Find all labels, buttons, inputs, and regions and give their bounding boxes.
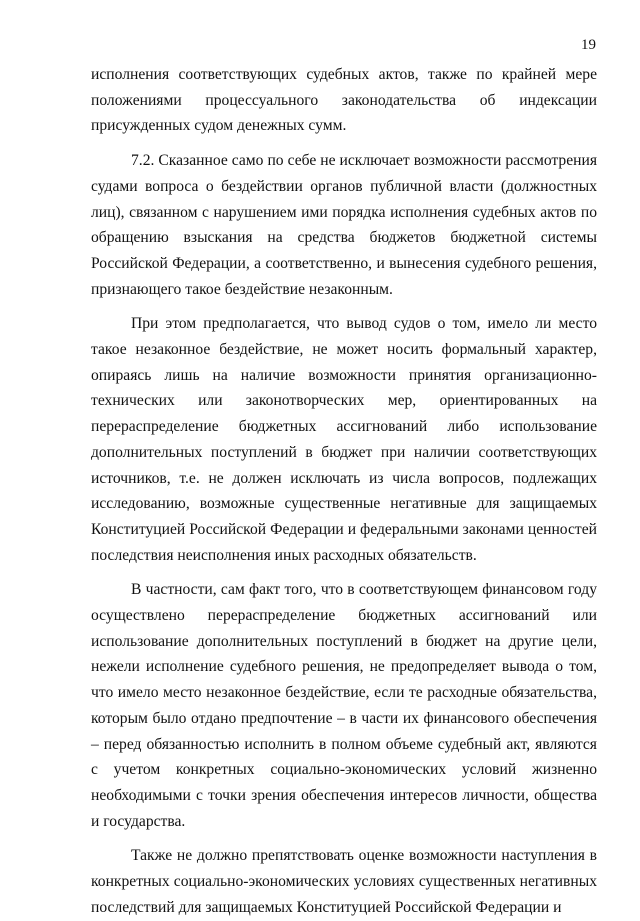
page-number: 19 [581, 37, 596, 53]
document-body [91, 62, 597, 921]
paragraph-presumption: При этом предполагается, что вывод судов о том, имело ли место такое незаконное бездействие, не может носить формальный характер, опираясь лишь на наличие возможности принятия организационно-технических или законотворческих мер, ориентированных на перераспределение бюджетных ассигнований либо использование дополнительных поступлений в бюджет при наличии соответствующих источников, т.е. не должен исключать из числа вопросов, подлежащих исследованию, возможные существенные негативные для защищаемых Конституцией Российской Федерации и федеральными законами ценностей последствия неисполнения иных расходных обязательств. [91, 315, 597, 564]
paragraph-7-2: 7.2. Сказанное само по себе не исключает возможности рассмотрения судами вопроса о бездействии органов публичной власти (должностных лиц), связанном с нарушением ими порядка исполнения судебных актов по обращению взыскания на средства бюджетов бюджетной системы Российской Федерации, а соответственно, и вынесения судебного решения, признающего такое бездействие незаконным. [91, 152, 597, 298]
paragraph-in-particular: В частности, сам факт того, что в соответствующем финансовом году осуществлено перераспределение бюджетных ассигнований или использование дополнительных поступлений в бюджет на другие цели, нежели исполнение судебного решения, не предопределяет вывода о том, что имело место незаконное бездействие, если те расходные обязательства, которым было отдано предпочтение – в части их финансового обеспечения – перед обязанностью исполнить в полном объеме судебный акт, являются с учетом конкретных социально-экономических условий жизненно необходимыми с точки зрения обеспечения интересов личности, общества и государства. [91, 581, 597, 830]
paragraph-also: Также не должно препятствовать оценке возможности наступления в конкретных социально-экономических условиях существенных негативных последствий для защищаемых Конституцией Российской Федерации и [91, 847, 597, 916]
paragraph-continuation: исполнения соответствующих судебных актов, также по крайней мере положениями процессуального законодательства об индексации присужденных судом денежных сумм. [91, 66, 597, 135]
